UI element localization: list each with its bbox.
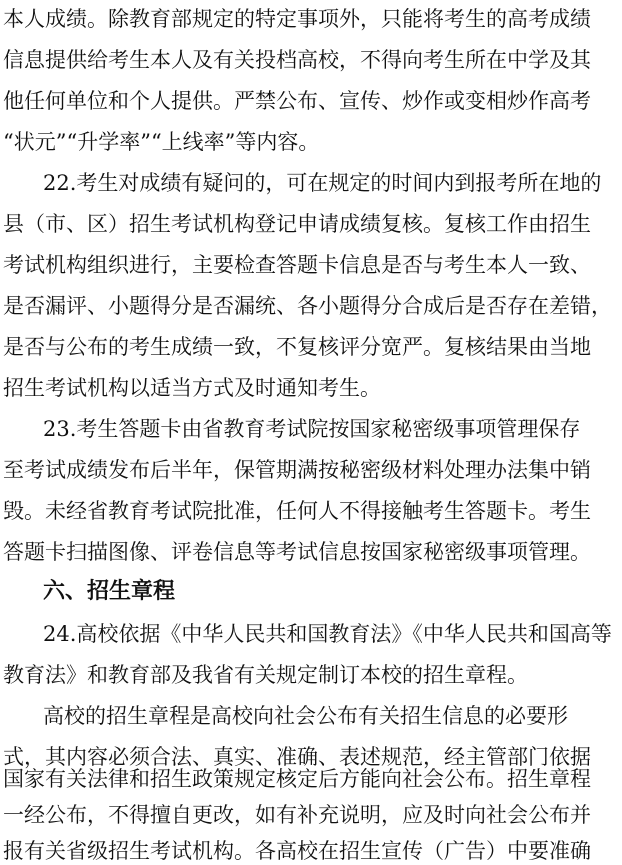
text-line: 是否漏评、小题得分是否漏统、各小题得分合成后是否存在差错， [3,294,612,318]
text-line: 本人成绩。除教育部规定的特定事项外，只能将考生的高考成绩 [3,7,591,31]
text-line: 考试机构组织进行，主要检查答题卡信息是否与考生本人一致、 [3,253,591,277]
text-line: 国家有关法律和招生政策规定核定后方能向社会公布。招生章程 [3,767,591,791]
text-line: 招生考试机构以适当方式及时通知考生。 [3,376,381,400]
text-line: “状元”“升学率”“上线率”等内容。 [3,130,320,154]
paragraph-22-start: 22.考生对成绩有疑问的，可在规定的时间内到报考所在地的 [43,171,602,195]
text-line: 答题卡扫描图像、评卷信息等考试信息按国家秘密级事项管理。 [3,540,591,564]
paragraph-23-start: 23.考生答题卡由省教育考试院按国家秘密级事项管理保存 [43,417,581,441]
text-line: 信息提供给考生本人及有关投档高校，不得向考生所在中学及其 [3,48,591,72]
text-line: 教育法》和教育部及我省有关规定制订本校的招生章程。 [3,663,528,687]
text-line: 式，其内容必须合法、真实、准确、表述规范，经主管部门依据 [3,745,591,769]
text-line: 毁。未经省教育考试院批准，任何人不得接触考生答题卡。考生 [3,499,591,523]
text-line: 县（市、区）招生考试机构登记申请成绩复核。复核工作由招生 [3,212,591,236]
text-line: 他任何单位和个人提供。严禁公布、宣传、炒作或变相炒作高考 [3,89,591,113]
text-line: 至考试成绩发布后半年，保管期满按秘密级材料处理办法集中销 [3,458,591,482]
paragraph-24-start: 24.高校依据《中华人民共和国教育法》《中华人民共和国高等 [43,622,612,646]
paragraph-start: 高校的招生章程是高校向社会公布有关招生信息的必要形 [43,704,568,728]
text-line: 报有关省级招生考试机构。各高校在招生宣传（广告）中要准确 [3,839,591,863]
text-line: 一经公布，不得擅自更改，如有补充说明，应及时向社会公布并 [3,803,591,827]
section-heading: 六、招生章程 [43,579,176,604]
text-line: 是否与公布的考生成绩一致，不复核评分宽严。复核结果由当地 [3,335,591,359]
